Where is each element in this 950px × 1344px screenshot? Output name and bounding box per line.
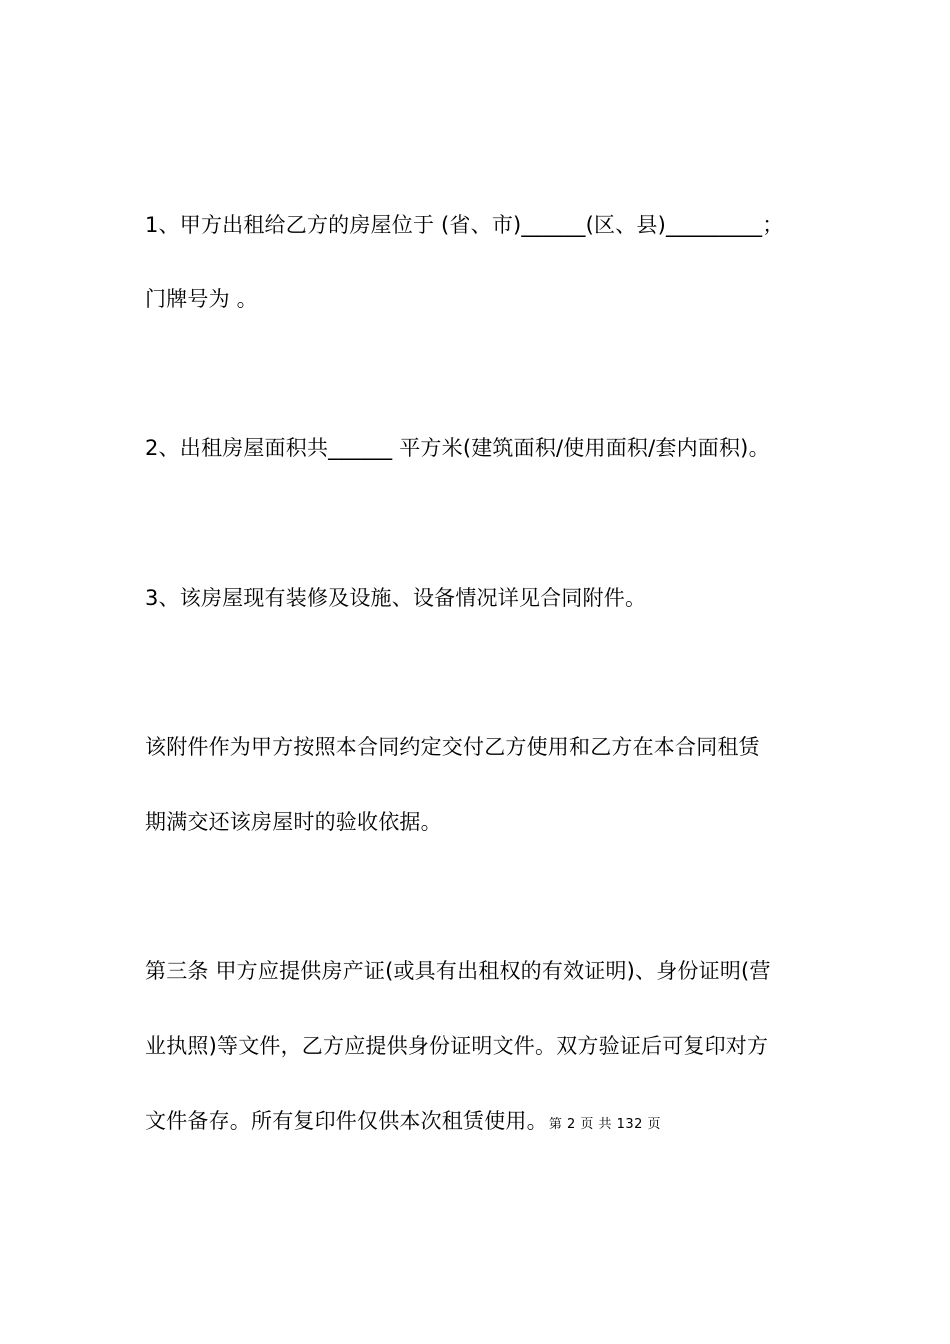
- attachment-note-line-1: 该附件作为甲方按照本合同约定交付乙方使用和乙方在本合同租赁: [145, 735, 760, 759]
- page-indicator: 第 2 页 共 132 页: [548, 1117, 662, 1132]
- clause-2-line-1: 2、出租房屋面积共______ 平方米(建筑面积/使用面积/套内面积)。: [145, 436, 770, 460]
- clause-1-line-2: 门牌号为 。: [145, 287, 258, 311]
- clause-3-line-1: 3、该房屋现有装修及设施、设备情况详见合同附件。: [145, 586, 647, 610]
- article-3-line-3: 文件备存。所有复印件仅供本次租赁使用。: [145, 1109, 548, 1133]
- clause-1-line-1: 1、甲方出租给乙方的房屋位于 (省、市)______(区、县)_________；: [145, 213, 784, 237]
- article-3-line-1: 第三条 甲方应提供房产证(或具有出租权的有效证明)、身份证明(营: [145, 959, 771, 983]
- article-3-line-3-wrapper: [145, 1106, 661, 1140]
- article-3-line-2: 业执照)等文件，乙方应提供身份证明文件。双方验证后可复印对方: [145, 1034, 769, 1058]
- attachment-note-line-2: 期满交还该房屋时的验收依据。: [145, 810, 442, 834]
